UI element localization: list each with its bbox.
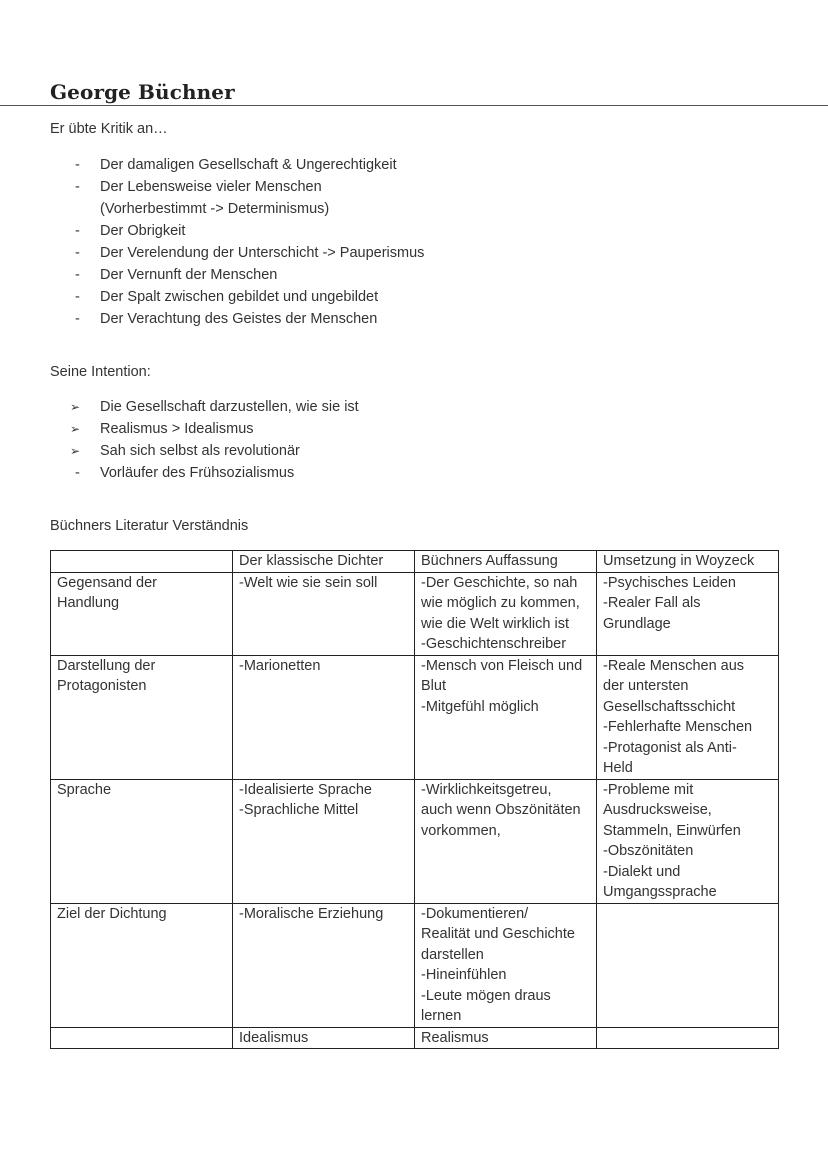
cell-text-line: Stammeln, Einwürfen <box>603 822 741 839</box>
cell-text-line: Umgangssprache <box>603 884 717 900</box>
dash-bullet-icon: - <box>75 289 80 305</box>
table-cell <box>597 655 779 779</box>
table-cell <box>597 572 779 655</box>
arrow-bullet-icon: ➢ <box>70 444 81 458</box>
table-header-cell <box>51 551 233 573</box>
kritik-list-item <box>72 154 424 176</box>
intention-item-text: Vorläufer des Frühsozialismus <box>100 465 295 481</box>
cell-text-line: -Marionetten <box>239 657 321 674</box>
table-cell <box>597 779 779 903</box>
table-row <box>51 1027 779 1049</box>
cell-text-line: Protagonisten <box>57 678 147 694</box>
intention-list <box>72 396 359 484</box>
cell-text-line: Idealismus <box>239 1029 309 1046</box>
kritik-list-item <box>72 220 424 242</box>
table-cell <box>233 903 415 1027</box>
intention-item-text: Die Gesellschaft darzustellen, wie sie ist <box>100 399 359 415</box>
cell-text-line: Realismus <box>421 1029 489 1046</box>
intention-list-item <box>72 396 359 418</box>
dash-bullet-icon: - <box>75 245 80 261</box>
cell-text-line: -Realer Fall als <box>603 595 701 611</box>
cell-text-line <box>57 1028 226 1049</box>
cell-text-line: der untersten <box>603 678 689 694</box>
cell-text-line: Ziel der Dichtung <box>57 905 167 922</box>
table-cell <box>415 903 597 1027</box>
cell-text-line: wie die Welt wirklich ist <box>421 615 569 632</box>
kritik-item-text: Der damaligen Gesellschaft & Ungerechtigkeit <box>100 157 397 173</box>
intention-item-text: Realismus > Idealismus <box>100 421 254 437</box>
cell-text-line: Gesellschaftsschicht <box>603 698 736 715</box>
table-cell <box>233 779 415 903</box>
cell-text-line: -Welt wie sie sein soll <box>239 574 378 591</box>
kritik-item-text: Der Lebensweise vieler Menschen <box>100 179 322 195</box>
intention-list-item <box>72 440 359 462</box>
cell-text-line: Handlung <box>57 595 120 611</box>
dash-bullet-icon: - <box>75 223 80 239</box>
kritik-list-item <box>72 198 424 220</box>
cell-text-line: darstellen <box>421 946 484 963</box>
kritik-item-text: Der Spalt zwischen gebildet und ungebildet <box>100 289 379 305</box>
table-cell <box>415 779 597 903</box>
dash-bullet-icon: - <box>75 311 80 327</box>
table-cell <box>233 655 415 779</box>
cell-text-line: -Fehlerhafte Menschen <box>603 719 753 735</box>
kritik-item-text: Der Obrigkeit <box>100 223 186 239</box>
cell-text-line: -Mitgefühl möglich <box>421 698 539 715</box>
table-cell <box>233 1027 415 1049</box>
table-row <box>51 572 779 655</box>
table-header-cell: Büchners Auffassung <box>415 551 597 573</box>
table-row <box>51 779 779 903</box>
cell-text-line: Gegensand der <box>57 574 157 591</box>
cell-text-line: -Wirklichkeitsgetreu, <box>421 781 552 798</box>
table-row <box>51 655 779 779</box>
table-header-cell: Umsetzung in Woyzeck <box>597 551 779 573</box>
cell-text-line: -Moralische Erziehung <box>239 905 384 922</box>
table-cell <box>415 572 597 655</box>
dash-bullet-icon: - <box>75 157 80 173</box>
cell-text-line: -Dokumentieren/ <box>421 905 529 922</box>
kritik-intro: Er übte Kritik an… <box>50 121 168 137</box>
dash-bullet-icon: - <box>75 465 80 481</box>
intention-item-text: Sah sich selbst als revolutionär <box>100 443 300 459</box>
cell-text-line: Realität und Geschichte <box>421 926 575 942</box>
table-cell <box>51 572 233 655</box>
cell-text-line: -Der Geschichte, so nah <box>421 574 578 591</box>
cell-text-line: lernen <box>421 1008 462 1024</box>
table-cell <box>51 655 233 779</box>
arrow-bullet-icon: ➢ <box>70 400 81 414</box>
arrow-bullet-icon: ➢ <box>70 422 81 436</box>
cell-text-line: Blut <box>421 678 446 694</box>
intention-intro: Seine Intention: <box>50 364 151 380</box>
cell-text-line <box>603 1028 772 1049</box>
title-underline <box>0 105 828 106</box>
table-caption: Büchners Literatur Verständnis <box>50 518 249 534</box>
table-cell <box>51 903 233 1027</box>
cell-text-line: Sprache <box>57 781 112 798</box>
cell-text-line: vorkommen, <box>421 822 501 839</box>
cell-text-line: Darstellung der <box>57 657 156 674</box>
cell-text-line: -Leute mögen draus <box>421 987 551 1004</box>
cell-text-line: -Protagonist als Anti- <box>603 739 737 756</box>
cell-text-line: -Dialekt und <box>603 863 681 880</box>
kritik-list-item <box>72 286 424 308</box>
intention-list-item <box>72 462 359 484</box>
cell-text-line: -Sprachliche Mittel <box>239 802 359 818</box>
literature-table <box>50 550 779 1049</box>
kritik-list-item <box>72 264 424 286</box>
cell-text-line <box>603 904 772 925</box>
cell-text-line: auch wenn Obszönitäten <box>421 802 581 818</box>
kritik-item-text: Der Verachtung des Geistes der Menschen <box>100 311 378 327</box>
kritik-item-text: Der Verelendung der Unterschicht -> Pauperismus <box>100 245 425 261</box>
cell-text-line: -Mensch von Fleisch und <box>421 657 583 674</box>
cell-text-line: Ausdrucksweise, <box>603 802 712 818</box>
kritik-list <box>72 154 424 330</box>
table-cell <box>51 779 233 903</box>
cell-text-line: -Obszönitäten <box>603 843 694 859</box>
table-cell <box>597 1027 779 1049</box>
kritik-list-item <box>72 176 424 198</box>
page-title: George Büchner <box>50 80 235 104</box>
dash-bullet-icon: - <box>75 179 80 195</box>
table-row <box>51 903 779 1027</box>
table-cell <box>415 655 597 779</box>
table-cell <box>597 903 779 1027</box>
cell-text-line: -Hineinfühlen <box>421 967 507 983</box>
table-header-row <box>51 551 779 573</box>
table-header-cell: Der klassische Dichter <box>233 551 415 573</box>
kritik-item-text: Der Vernunft der Menschen <box>100 267 278 283</box>
kritik-list-item <box>72 308 424 330</box>
cell-text-line: -Reale Menschen aus <box>603 657 745 674</box>
table-cell <box>233 572 415 655</box>
table-cell <box>415 1027 597 1049</box>
cell-text-line: Grundlage <box>603 615 671 632</box>
cell-text-line: -Geschichtenschreiber <box>421 636 567 652</box>
kritik-list-item <box>72 242 424 264</box>
kritik-item-text: (Vorherbestimmt -> Determinismus) <box>100 201 330 217</box>
cell-text-line: -Idealisierte Sprache <box>239 781 372 798</box>
cell-text-line: -Psychisches Leiden <box>603 574 736 591</box>
table-cell <box>51 1027 233 1049</box>
cell-text-line: wie möglich zu kommen, <box>421 595 580 611</box>
cell-text-line: Held <box>603 760 633 776</box>
dash-bullet-icon: - <box>75 267 80 283</box>
cell-text-line: -Probleme mit <box>603 781 694 798</box>
intention-list-item <box>72 418 359 440</box>
